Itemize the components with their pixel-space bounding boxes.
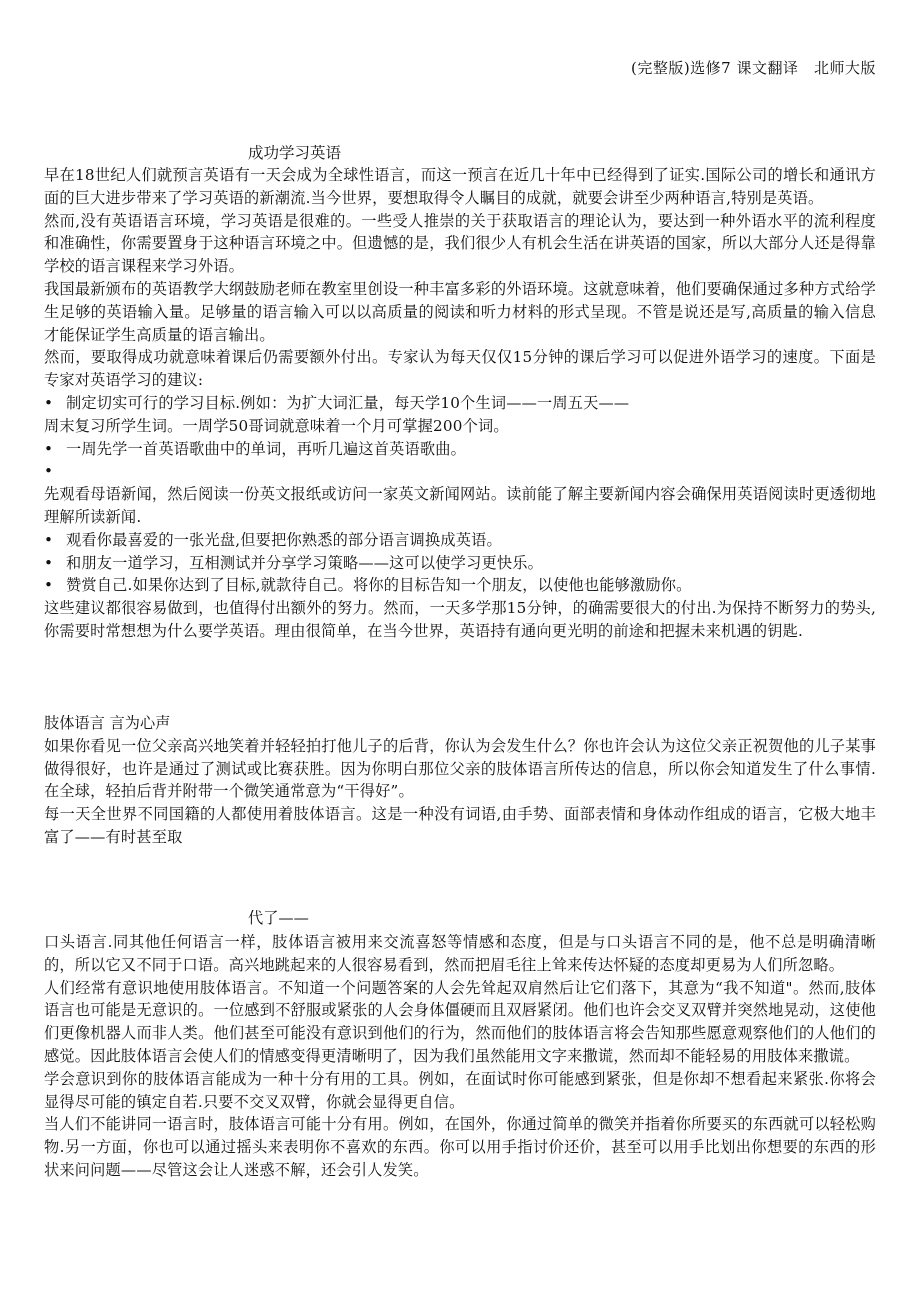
paragraph: 然而，要取得成功就意味着课后仍需要额外付出。专家认为每天仅仅15分钟的课后学习可以促进外语学习的速度。下面是专家对英语学习的建议:: [44, 348, 876, 390]
paragraph: 学会意识到你的肢体语言能成为一种十分有用的工具。例如，在面试时你可能感到紧张，但是你却不想看起来紧张.你将会显得尽可能的镇定自若.只要不交叉双臂，你就会显得更自信。: [44, 1069, 876, 1111]
bullet-icon: •: [44, 439, 54, 458]
paragraph: 这些建议都很容易做到，也值得付出额外的努力。然而，一天多学那15分钟，的确需要很大的付出.为保持不断努力的势头,你需要时常想想为什么要学英语。理由很简单，在当今世界，英语持有通向更光明的前途和把握未来机遇的钥匙.: [44, 599, 876, 640]
list-item-text: 赞赏自己.如果你达到了目标,就款待自己。将你的目标告知一个朋友，以使他也能够激励你。: [66, 576, 692, 595]
bullet-icon: •: [44, 393, 54, 412]
paragraph: 然而,没有英语语言环境，学习英语是很难的。一些受人推崇的关于获取语言的理论认为，要达到一种外语水平的流利程度和准确性，你需要置身于这种语言环境之中。但遗憾的是，我们很少人有机会生活在讲英语的国家，所以大部分人还是得靠学校的语言课程来学习外语。: [44, 211, 876, 276]
list-item-text: 制定切实可行的学习目标.例如：为扩大词汇量，每天学10个生词——一周五天——: [66, 393, 630, 412]
list-item-continuation: 周末复习所学生词。一周学50哥词就意味着一个月可掌握200个词。: [44, 416, 509, 435]
list-item: [44, 574, 876, 597]
section-title-learning-english: 成功学习英语: [248, 144, 342, 162]
list-item: [44, 392, 876, 415]
paragraph: 如果你看见一位父亲高兴地笑着并轻轻拍打他儿子的后背，你认为会发生什么？你也许会认为这位父亲正祝贺他的儿子某事做得很好，也许是通过了测试或比赛获胜。因为你明白那位父亲的肢体语言所传达的信息，所以你会知道发生了什么事情.在全球，轻拍后背并附带一个微笑通常意为“干得好”。: [44, 736, 876, 801]
list-item: [44, 438, 876, 461]
paragraph: 每一天全世界不同国籍的人都使用着肢体语言。这是一种没有词语,由手势、面部表情和身体动作组成的语言，它极大地丰富了——有时甚至取: [44, 805, 876, 846]
paragraph: 先观看母语新闻，然后阅读一份英文报纸或访问一家英文新闻网站。读前能了解主要新闻内容会确保用英语阅读时更透彻地理解所读新闻.: [44, 485, 876, 526]
list-item: [44, 529, 876, 552]
continuation-heading: 代了——: [248, 909, 309, 927]
paragraph: 口头语言.同其他任何语言一样，肢体语言被用来交流喜怒等情感和态度，但是与口头语言不同的是，他不总是明确清晰的，所以它又不同于口语。高兴地跳起来的人很容易看到，然而把眉毛往上耸来传达怀疑的态度却更易为人们所忽略。: [44, 933, 876, 974]
section-learning-english: [44, 164, 876, 643]
list-item: [44, 552, 876, 575]
list-item-text: 一周先学一首英语歌曲中的单词，再听几遍这首英语歌曲。: [66, 439, 467, 458]
document-header: (完整版)选修7 课文翻译 北师大版: [630, 59, 876, 77]
bullet-icon: •: [44, 553, 54, 572]
paragraph: 我国最新颁布的英语教学大纲鼓励老师在教室里创设一种丰富多彩的外语环境。这就意味着，他们要确保通过多种方式给学生足够的英语输入量。足够量的语言输入可以以高质量的阅读和听力材料的形式呈现。不管是说还是写,高质量的输入信息才能保证学生高质量的语言输出。: [44, 279, 876, 344]
bullet-icon: •: [44, 462, 54, 481]
bullet-icon: •: [44, 530, 54, 549]
section-body-language-continued: [44, 931, 876, 1182]
bullet-icon: •: [44, 576, 54, 595]
list-item: [44, 460, 876, 483]
paragraph: 早在18世纪人们就预言英语有一天会成为全球性语言，而这一预言在近几十年中已经得到了证实.国际公司的增长和通讯方面的巨大进步带来了学习英语的新潮流.当今世界，要想取得令人瞩目的成就，就要会讲至少两种语言,特别是英语。: [44, 166, 876, 207]
section-body-language: [44, 712, 876, 849]
list-item-text: 和朋友一道学习，互相测试并分享学习策略——这可以使学习更快乐。: [66, 553, 544, 572]
paragraph: 人们经常有意识地使用肢体语言。不知道一个问题答案的人会先耸起双肩然后让它们落下，其意为“我不知道"。然而,肢体语言也可能是无意识的。一位感到不舒服或紧张的人会身体僵硬而且双唇紧闭。他们也许会交叉双臂并突然地晃动，这使他们更像机器人而非人类。他们甚至可能没有意识到他们的行为，然而他们的肢体语言将会告知那些愿意观察他们的人他们的感觉。因此肢体语言会使人们的情感变得更清晰明了，因为我们虽然能用文字来撒谎，然而却不能轻易的用肢体来撒谎。: [44, 978, 876, 1065]
section-title-body-language: 肢体语言 言为心声: [44, 714, 171, 732]
paragraph: 当人们不能讲同一语言时，肢体语言可能十分有用。例如，在国外，你通过简单的微笑并指着你所要买的东西就可以轻松购物.另一方面，你也可以通过摇头来表明你不喜欢的东西。你可以用手指讨价还价，甚至可以用手比划出你想要的东西的形状来问问题——尽管这会让人迷惑不解，还会引人发笑。: [44, 1115, 876, 1179]
list-item-text: 观看你最喜爱的一张光盘,但要把你熟悉的部分语言调换成英语。: [66, 530, 502, 549]
